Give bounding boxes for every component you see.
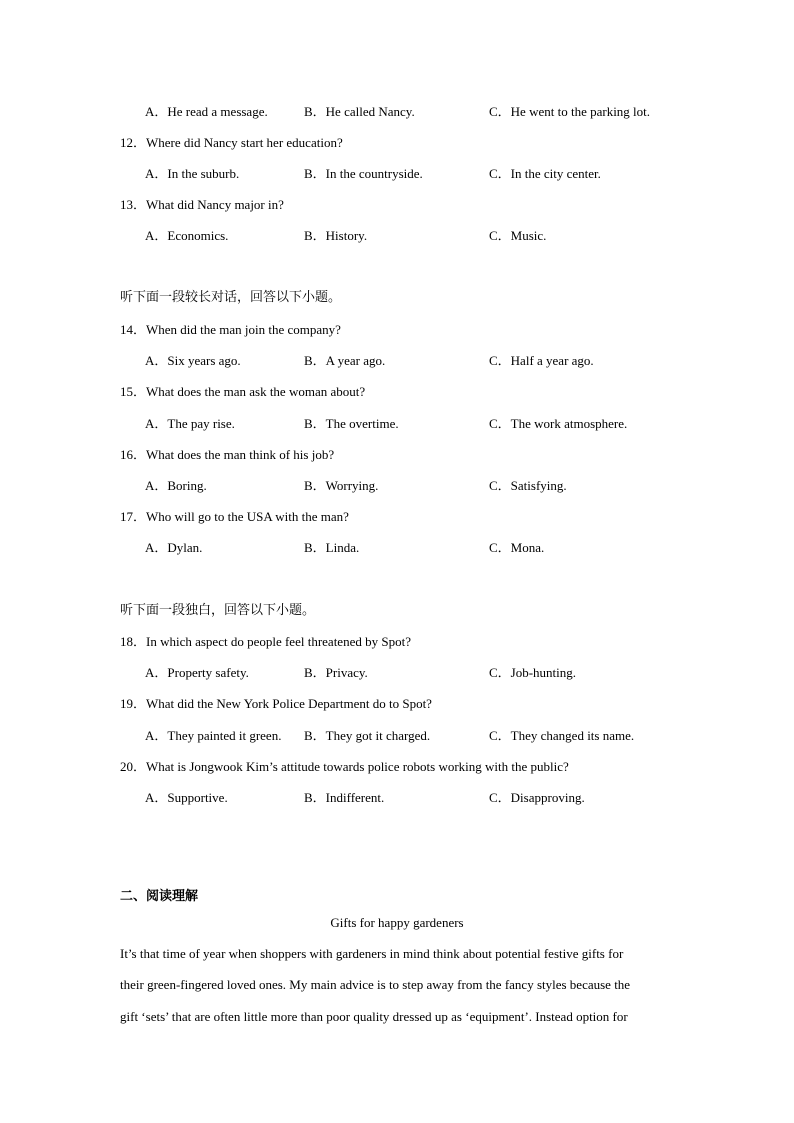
question-16: 16．What does the man think of his job?: [120, 447, 335, 462]
section-intro-dialogue: 听下面一段较长对话，回答以下小题。: [120, 290, 342, 305]
q15-option-b: B．The overtime.: [304, 416, 399, 431]
q11-option-a: A．He read a message.: [145, 104, 268, 119]
q12-option-b: B．In the countryside.: [304, 166, 423, 181]
passage-line-2: their green-fingered loved ones. My main advice is to step away from the fancy styles because the: [120, 977, 631, 992]
question-12: 12．Where did Nancy start her education?: [120, 135, 343, 150]
q20-option-b: B．Indifferent.: [304, 790, 385, 805]
question-20: 20．What is Jongwook Kim’s attitude towards police robots working with the public?: [120, 759, 569, 774]
q16-option-b: B．Worrying.: [304, 478, 379, 493]
q19-option-b: B．They got it charged.: [304, 728, 431, 743]
q11-option-c: C．He went to the parking lot.: [489, 104, 651, 119]
q11-option-b: B．He called Nancy.: [304, 104, 415, 119]
q20-option-a: A．Supportive.: [145, 790, 228, 805]
q14-option-c: C．Half a year ago.: [489, 353, 594, 368]
q15-option-c: C．The work atmosphere.: [489, 416, 628, 431]
q18-option-a: A．Property safety.: [145, 665, 249, 680]
passage-line-3: gift ‘sets’ that are often little more than poor quality dressed up as ‘equipment’. Instead option for: [120, 1009, 628, 1024]
q17-option-c: C．Mona.: [489, 540, 545, 555]
question-13: 13．What did Nancy major in?: [120, 197, 284, 212]
q19-option-c: C．They changed its name.: [489, 728, 635, 743]
q16-option-a: A．Boring.: [145, 478, 207, 493]
q13-option-c: C．Music.: [489, 228, 547, 243]
question-14: 14．When did the man join the company?: [120, 322, 341, 337]
q13-option-b: B．History.: [304, 228, 368, 243]
q12-option-a: A．In the suburb.: [145, 166, 240, 181]
q14-option-b: B．A year ago.: [304, 353, 386, 368]
q19-option-a: A．They painted it green.: [145, 728, 282, 743]
question-18: 18．In which aspect do people feel threatened by Spot?: [120, 634, 411, 649]
q15-option-a: A．The pay rise.: [145, 416, 235, 431]
passage-title: Gifts for happy gardeners: [330, 915, 464, 930]
section-heading-reading: 二、阅读理解: [120, 889, 199, 904]
q18-option-c: C．Job-hunting.: [489, 665, 577, 680]
section-intro-monologue: 听下面一段独白，回答以下小题。: [120, 603, 316, 618]
q13-option-a: A．Economics.: [145, 228, 229, 243]
q14-option-a: A．Six years ago.: [145, 353, 241, 368]
q17-option-b: B．Linda.: [304, 540, 360, 555]
q16-option-c: C．Satisfying.: [489, 478, 567, 493]
question-17: 17．Who will go to the USA with the man?: [120, 509, 349, 524]
passage-line-1: It’s that time of year when shoppers with gardeners in mind think about potential festive gifts for: [120, 946, 624, 961]
q12-option-c: C．In the city center.: [489, 166, 601, 181]
q18-option-b: B．Privacy.: [304, 665, 368, 680]
q20-option-c: C．Disapproving.: [489, 790, 585, 805]
question-19: 19．What did the New York Police Department do to Spot?: [120, 696, 432, 711]
q17-option-a: A．Dylan.: [145, 540, 203, 555]
question-15: 15．What does the man ask the woman about?: [120, 384, 366, 399]
